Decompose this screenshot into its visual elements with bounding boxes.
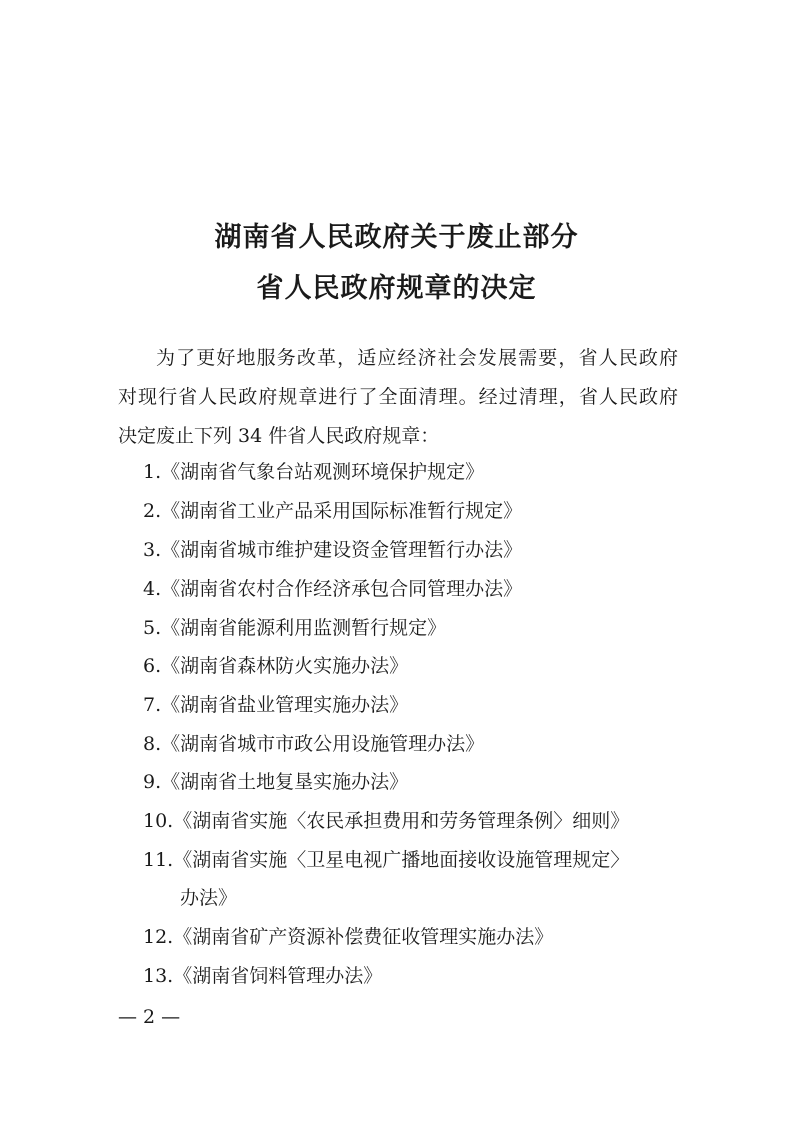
- list-item-11-continuation: 办法》: [180, 887, 238, 909]
- list-item-1: 1.《湖南省气象台站观测环境保护规定》: [143, 461, 485, 483]
- list-item-8: 8.《湖南省城市市政公用设施管理办法》: [143, 733, 485, 755]
- list-item-12: 12.《湖南省矿产资源补偿费征收管理实施办法》: [143, 926, 554, 948]
- list-item-2: 2.《湖南省工业产品采用国际标准暂行规定》: [143, 500, 523, 522]
- list-item-4: 4.《湖南省农村合作经济承包合同管理办法》: [143, 578, 523, 600]
- list-item-5: 5.《湖南省能源利用监测暂行规定》: [143, 617, 447, 639]
- intro-paragraph-line-2: 对现行省人民政府规章进行了全面清理。经过清理，省人民政府: [118, 386, 678, 408]
- list-item-7: 7.《湖南省盐业管理实施办法》: [143, 694, 409, 716]
- intro-paragraph-line-3: 决定废止下列 34 件省人民政府规章：: [118, 425, 440, 447]
- document-title-line-2: 省人民政府规章的决定: [256, 273, 537, 304]
- document-title-line-1: 湖南省人民政府关于废止部分: [214, 222, 579, 253]
- list-item-13: 13.《湖南省饲料管理办法》: [143, 965, 383, 987]
- list-item-11: 11.《湖南省实施〈卫星电视广播地面接收设施管理规定〉: [143, 849, 630, 871]
- intro-paragraph-line-1: 为了更好地服务改革，适应经济社会发展需要，省人民政府: [156, 347, 678, 369]
- list-item-6: 6.《湖南省森林防火实施办法》: [143, 655, 409, 677]
- page-number: — 2 —: [118, 1006, 181, 1028]
- list-item-10: 10.《湖南省实施〈农民承担费用和劳务管理条例〉细则》: [143, 810, 630, 832]
- list-item-9: 9.《湖南省土地复垦实施办法》: [143, 771, 409, 793]
- list-item-3: 3.《湖南省城市维护建设资金管理暂行办法》: [143, 539, 523, 561]
